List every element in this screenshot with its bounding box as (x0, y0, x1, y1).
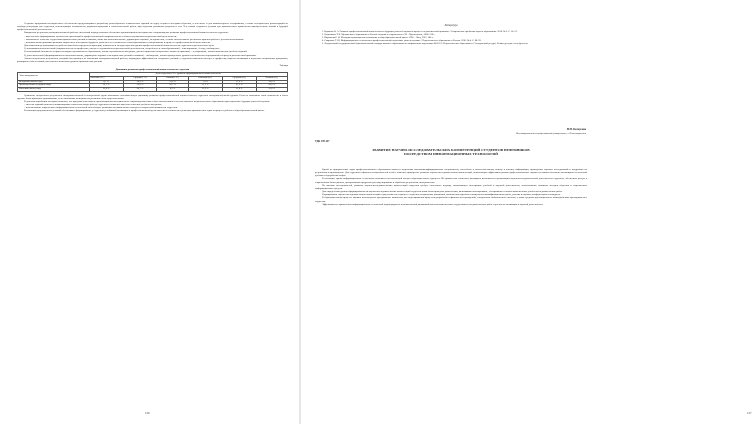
table-head-cell: Высокий (КГ) (188, 76, 222, 80)
paragraph: Ожидаемые результаты экспериментальной работы: системный подход позволит обеспечить организационно-методическое сопровождение развития профессиональной компетентности студентов: (24, 31, 229, 35)
table-cell: 8,9 % (157, 88, 188, 92)
paragraph: – качественное формирование ценностных ориентаций и профессиональной направленности в области музыкально-педагогической деятельности; (24, 34, 177, 38)
paragraph: Сравнение полученных результатов экспериментальной и контрольной групп показывает положительную динамику развития профессиональной компетентности студентов экспериментальной группы. Если на начальном этапе показатели в обеих группах были примерно одинаковыми, то по окончании эксперимента различия стали существенными. (17, 93, 288, 100)
paragraph: 3) деятельностный (сформированность исполнительских, дирижерско-хоровых и методических умений и навыков) – наблюдение, анализ проведенных уроков и внеклассных мероприятий в период педагогической практики. (24, 53, 257, 57)
paragraph: В настоящее время информационные технологии становятся неотъемлемой частью образовательного процесса. Их применение позволяет расширить возможности организации научно-исследовательской деятельности студентов, обеспечить доступ к современным базам данных, программным продуктам для моделирования и обработки результатов экспериментов. (315, 177, 587, 184)
table-cell: 11,1 % (188, 84, 222, 88)
table-cell: 54,6 % (256, 80, 287, 84)
table-cell: 29,7 % (157, 84, 188, 88)
paragraph: 2) когнитивный (знания по теории и методике музыкального образования, знание музыкального материала, умение применять полученные знания на практике) – тестирование, анализ выполнения учебных заданий; (24, 50, 248, 54)
paragraph: Для определения уровня сформированности научно-исследовательских компетенций студентов нами была проведена диагностика, включавшая анкетирование, тестирование и анализ выполненных учебно-исследовательских работ. (322, 190, 563, 194)
table-cell: 7,8 % (188, 80, 222, 84)
table-cell: Промежуточный (середина года) (18, 84, 90, 88)
right-page (301, 0, 752, 424)
paragraph: 4. Смирнова Т. Ю. Информационные технологии в профессиональной подготовке учителя музыки // Педагогическое образование в России. 2016. № 4. С. 88–93. (322, 39, 482, 43)
paragraph: Результаты апробации методики показали, что предложенная модель организационно-методического сопровождения может быть использована в системе высшего педагогического образования при подготовке будущих учителей музыки: (24, 99, 270, 103)
table-title: Динамика развития профессиональной компетентности студентов (115, 67, 190, 71)
table-head-cell: Средний (КГ) (222, 76, 256, 80)
paragraph: Эффективность применения информационных технологий подтверждается положительной динамикой качества выполненных студентами исследовательских работ и ростом их мотивации к научной деятельности. (322, 202, 544, 206)
table-cell: 41,6 % (256, 84, 287, 88)
table-cell: 53,6 % (123, 84, 157, 88)
table-cell: Итоговый (конец года) (18, 88, 90, 92)
left-column (17, 22, 288, 113)
paragraph: – система заданий позволяет активизировать самостоятельную работу студентов и повысить качество освоения учебного материала; (24, 103, 162, 107)
paragraph: – использование современных информационных технологий способствует развитию познавательного интереса и творческой активности студентов. (24, 106, 178, 110)
table-cell: 8,1 % (89, 80, 123, 84)
left-after-table (17, 94, 288, 113)
table-cell: 16,7 % (89, 84, 123, 88)
table-cell: 58,7 % (123, 88, 157, 92)
page-number-right: 127 (747, 411, 752, 415)
table-head-cell: Высокий (ЭГ) (89, 76, 123, 80)
table-cell: 37,6 % (222, 80, 256, 84)
left-paragraphs (17, 22, 288, 63)
right-column (315, 168, 587, 206)
paragraph: – положительная динамика развития творческого потенциала будущего учителя и его готовности к самообразованию и саморазвитию в процессе профессиональной деятельности. (24, 40, 211, 44)
table-cell: Исходный (начало года) (18, 80, 90, 84)
table-header-group: Доля студентов (%) с уровнем сформированности компетентности (89, 72, 287, 76)
author-affiliation: Нижневартовский государственный университет, г. Нижневартовск (515, 131, 586, 135)
table-caption: Таблица (279, 64, 288, 68)
paragraph: Для выявления результативности работы нами были определены критерии, показатели и методы изучения уровня профессиональной компетентности студентов педагогического вуза: (24, 44, 215, 48)
table-cell: 38,9 % (123, 80, 157, 84)
table-body (18, 80, 288, 92)
udk-code: УДК 378.147 (315, 140, 330, 143)
table-head-stage: Этап эксперимента (18, 72, 90, 80)
paragraph: 2. Гродникова Т. В. Музыкальное образование в России: история и современность. М. : Просвещение, 2008. 216 с. (322, 33, 436, 37)
paragraph: Одной из приоритетных задач профессионального образования является подготовка высококвалифицированных специалистов, способных к самостоятельному поиску и анализу информации, проведению научных исследований и внедрению их результатов в производство. Для студентов нефтяных специальностей особое значение приобретает развитие научно-исследовательских компетенций, позволяющих эффективно решать профессиональные задачи в условиях постоянно меняющихся технологий добычи и переработки нефти. (315, 168, 587, 178)
article-title: РАЗВИТИЕ НАУЧНО-ИССЛЕДОВАТЕЛЬСКИХ КОМПЕТЕНЦИЙ СТУДЕНТОВ НЕФТЯНИКОВ ПОСРЕДСТВОМ ИНФОРМАЦИОННЫХ ТЕХНОЛОГИЙ (372, 148, 530, 157)
table-head-cell: Низкий (ЭГ) (157, 76, 188, 80)
article-author: Н.Н. Белоусова (566, 128, 586, 131)
paragraph: Анализ полученных результатов, который был проведен по окончании экспериментальной работы, подтвердил эффективность созданных условий: у студентов повысился интерес к профессии, выросла мотивация к изучению специальных дисциплин, расширился объем знаний, качественно изменился уровень практических умений. (17, 56, 288, 63)
table-row (18, 88, 288, 92)
results-table (17, 72, 288, 92)
paragraph: Реализация предложенных условий обеспечивает формирование у студентов устойчивой мотивации к профессиональной деятельности и готовности к решению практических задач в процессе работы в общеобразовательной школе. (24, 109, 265, 113)
references-list (315, 30, 587, 45)
table-cell: 47,3 % (222, 84, 256, 88)
paragraph: Создание программно-методического обеспечения предусматривает разработку разнообразных тематических заданий по курсу теории и методики обучения, в том числе и для компьютерного тестирования, а также методических рекомендаций по подбору репертуара для студентов, использующих возможности диджитал-программ в самостоятельной работе при изучении различных разделов и тем. Тем самым создаются условия для практического применения приобретенных знаний в будущей профессиональной деятельности. (17, 22, 288, 32)
paragraph: 1. Баранова О. А. Развитие профессиональной компетентности будущих учителей музыки в процессе педагогической практики // Современные проблемы науки и образования. 2014. № 3. С. 14–21. (322, 30, 518, 33)
left-page (0, 0, 299, 424)
table-cell: 53,0 % (157, 80, 188, 84)
table-head-cell: Средний (ЭГ) (123, 76, 157, 80)
table-cell: 35,0 % (256, 88, 287, 92)
table-cell: 32,4 % (89, 88, 123, 92)
page-number-left: 126 (145, 411, 150, 415)
paragraph: 5. Федеральный государственный образовательный стандарт высшего образования по направлению подготовки 44.03.01 «Педагогическое образование» [Электронный ресурс]. Режим доступа: www.fgosvo.ru. (322, 42, 529, 46)
paragraph: – оптимальное освоение студентами практических умений и навыков, таких как исполнительские, дирижерско-хоровые, методические, а также использование различных приемов работы с детским коллективом; (24, 37, 244, 41)
table-cell: 51,8 % (222, 88, 256, 92)
paragraph: 1) мотивационно-ценностный (направленность на профессию, интерес к музыкально-педагогической деятельности, потребность в самообразовании) – анкетирование, беседа, наблюдение; (24, 47, 220, 51)
paragraph: Формирование научно-исследовательских компетенций осуществляется в процессе изучения специальных дисциплин, выполнения курсовых и выпускных квалификационных работ, участия в научных конференциях и конкурсах. (322, 193, 561, 197)
paragraph: В образовательном процессе активно используются программные комплексы для моделирования процессов разработки нефтяных месторождений, электронные библиотечные системы, а также средства дистанционного взаимодействия преподавателя и студентов. (315, 196, 587, 203)
paragraph: По мнению исследователей, развитие научно-исследовательских компетенций студентов требует системного подхода, включающего интеграцию учебной и научной деятельности, использование активных методов обучения и современных информационных средств. (315, 183, 587, 190)
references-heading: Литература (444, 24, 458, 27)
paragraph: 3. Кирьянова Е. В. Методика музыкального воспитания в общеобразовательной школе. СПб. : Лань, 2012. 184 с. (322, 36, 434, 40)
table-head-cell: Низкий (КГ) (256, 76, 287, 80)
table-cell: 13,2 % (188, 88, 222, 92)
